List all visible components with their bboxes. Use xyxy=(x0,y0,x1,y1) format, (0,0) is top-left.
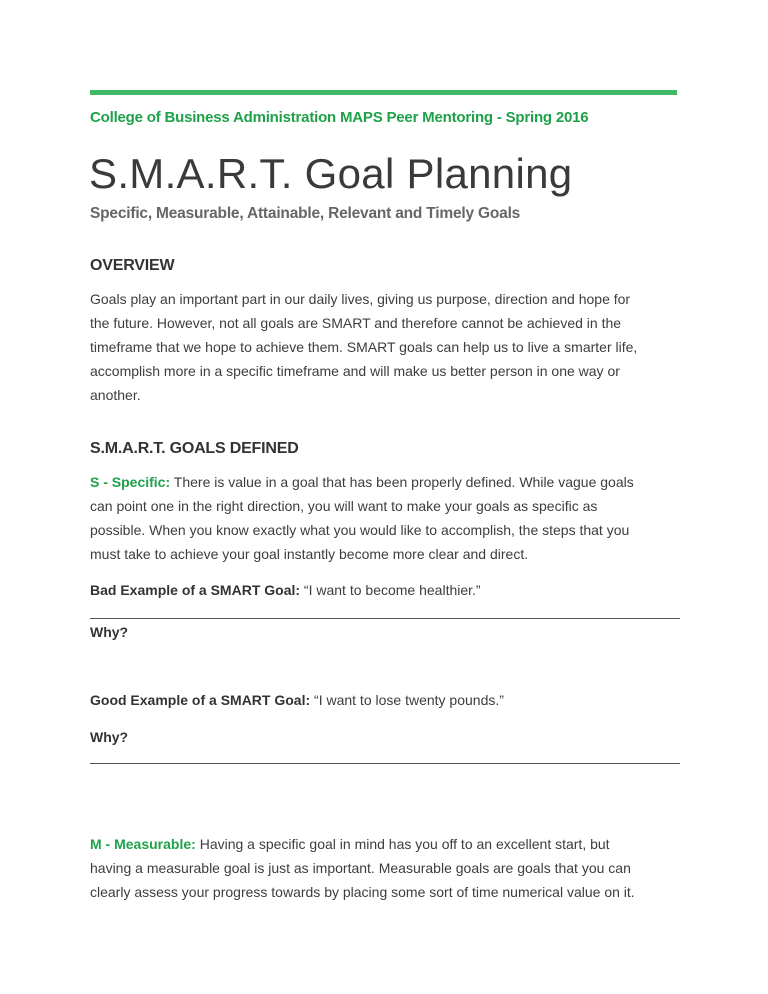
college-header: College of Business Administration MAPS Peer Mentoring - Spring 2016 xyxy=(90,109,589,126)
specific-text: There is value in a goal that has been properly defined. While vague goals xyxy=(170,474,634,490)
overview-heading: OVERVIEW xyxy=(90,257,175,274)
specific-paragraph xyxy=(90,470,690,566)
why-label: Why? xyxy=(90,624,129,640)
specific-line: can point one in the right direction, you will want to make your goals as specific as xyxy=(90,498,598,514)
overview-line: another. xyxy=(90,387,141,403)
specific-line xyxy=(90,470,690,494)
why-label: Why? xyxy=(90,729,129,745)
overview-line: timeframe that we hope to achieve them. SMART goals can help us to live a smarter life, xyxy=(90,339,638,355)
bad-example-text: “I want to become healthier.” xyxy=(300,582,481,598)
measurable-line: clearly assess your progress towards by placing some sort of time numerical value on it. xyxy=(90,884,635,900)
bad-example xyxy=(90,578,690,602)
specific-line: must take to achieve your goal instantly become more clear and direct. xyxy=(90,546,529,562)
measurable-line: having a measurable goal is just as important. Measurable goals are goals that you can xyxy=(90,860,631,876)
specific-label: S - Specific: xyxy=(90,474,171,490)
answer-rule xyxy=(90,618,680,619)
measurable-label: M - Measurable: xyxy=(90,836,196,852)
answer-rule xyxy=(90,763,680,764)
overview-line: the future. However, not all goals are SMART and therefore cannot be achieved in the xyxy=(90,315,622,331)
good-example xyxy=(90,688,690,712)
good-example-label: Good Example of a SMART Goal: xyxy=(90,692,311,708)
bad-example-label: Bad Example of a SMART Goal: xyxy=(90,582,301,598)
measurable-line xyxy=(90,832,690,856)
overview-line: accomplish more in a specific timeframe and will make us better person in one way or xyxy=(90,363,620,379)
measurable-text: Having a specific goal in mind has you off to an excellent start, but xyxy=(195,836,610,852)
overview-paragraph xyxy=(90,287,690,407)
specific-line: possible. When you know exactly what you would like to accomplish, the steps that you xyxy=(90,522,630,538)
defined-heading: S.M.A.R.T. GOALS DEFINED xyxy=(90,440,299,457)
page-title: S.M.A.R.T. Goal Planning xyxy=(89,150,573,197)
good-example-text: “I want to lose twenty pounds.” xyxy=(310,692,504,708)
measurable-paragraph xyxy=(90,832,690,904)
header-accent-rule xyxy=(90,90,677,95)
page-subtitle: Specific, Measurable, Attainable, Relevant and Timely Goals xyxy=(90,205,521,222)
overview-line: Goals play an important part in our daily lives, giving us purpose, direction and hope for xyxy=(90,291,631,307)
